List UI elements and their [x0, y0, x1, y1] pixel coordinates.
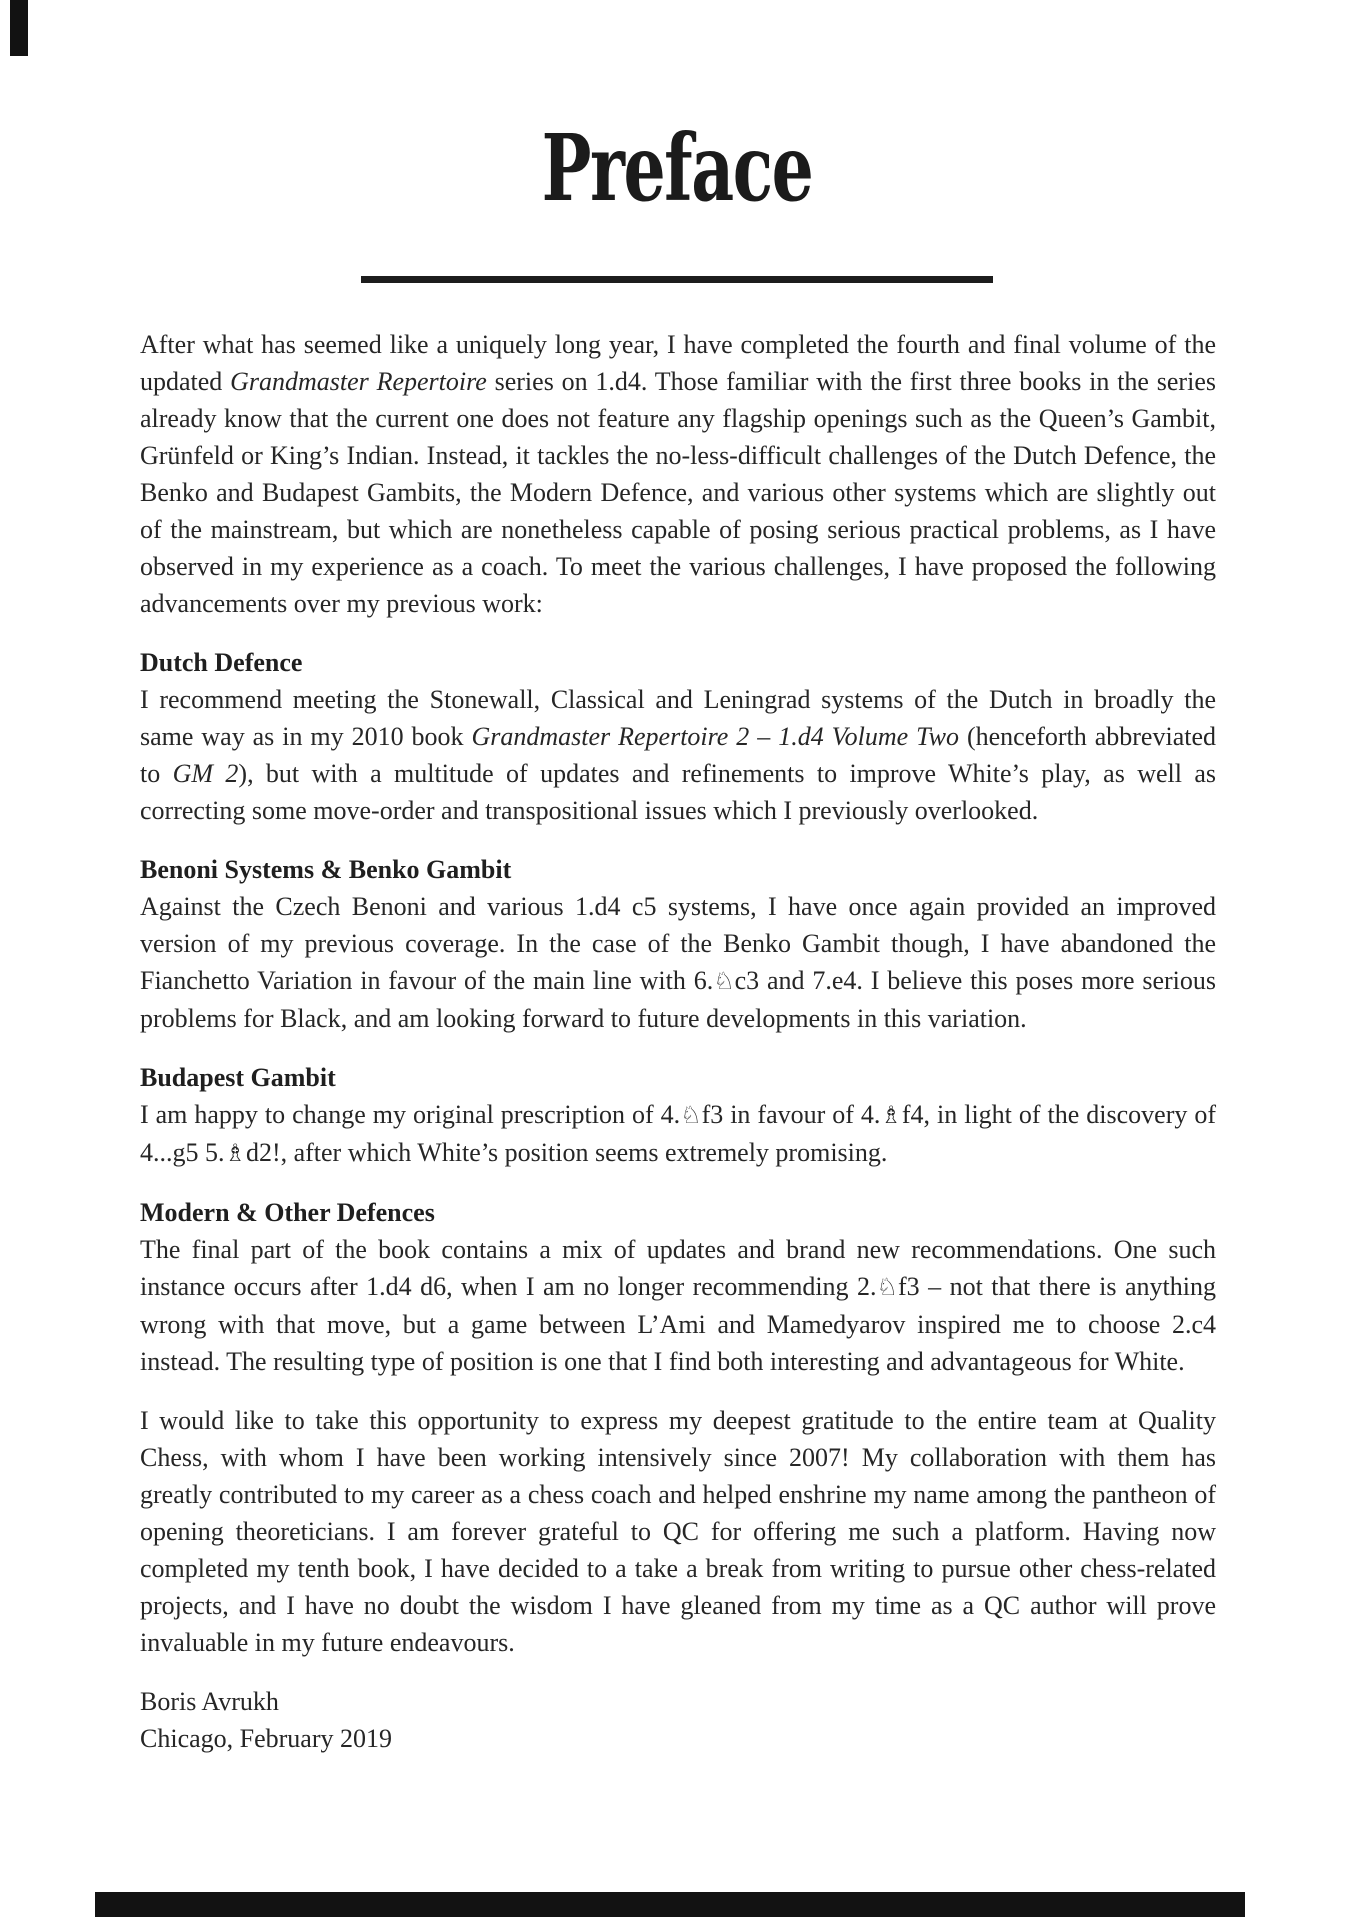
scan-artifact-bottom-bar: [95, 1892, 1245, 1917]
text-run: I would like to take this opportunity to express my deepest gratitude to the entire team at Quality Chess, with whom I have been working intensively since 2007! My collaboration with them has greatly contributed to my career as a chess coach and helped enshrine my name among the pantheon of opening theoreticians. I am forever grateful to QC for offering me such a platform. Having now completed my tenth book, I have decided to a take a break from writing to pursue other chess-related projects, and I have no doubt the wisdom I have gleaned from my time as a QC author will prove invaluable in my future endeavours.: [140, 1406, 1216, 1657]
italic-text-run: Grandmaster Repertoire 2 – 1.d4 Volume Two: [471, 722, 960, 751]
italic-text-run: Grandmaster Repertoire: [230, 367, 487, 396]
chess-figurine-icon: ♘: [876, 1273, 898, 1301]
section-heading: Budapest Gambit: [140, 1063, 336, 1092]
chess-figurine-icon: ♘: [680, 1101, 702, 1129]
text-run: c3 and 7.e4. I believe this poses more serious problems for Black, and am looking forward to future developments in this variation.: [140, 966, 1216, 1033]
text-run: After what has seemed like a uniquely long year, I have completed the fourth and final volume of the updated: [140, 330, 1216, 396]
signature-block: [140, 1683, 1216, 1757]
chess-figurine-icon: ♗: [880, 1101, 902, 1129]
italic-text-run: GM 2: [172, 759, 239, 788]
text-run: f3 in favour of 4.: [701, 1100, 881, 1129]
page-title: Preface: [541, 114, 813, 222]
paragraph: [140, 326, 1216, 622]
text-run: f4, in light of the discovery of 4...g5 5.: [140, 1100, 1216, 1167]
text-run: (henceforth abbreviated to: [140, 722, 1216, 788]
body-content: [140, 326, 1216, 1757]
text-run: I recommend meeting the Stonewall, Classical and Leningrad systems of the Dutch in broadly the same way as in my 2010 book: [140, 685, 1216, 751]
section-heading: Modern & Other Defences: [140, 1198, 435, 1227]
scan-artifact-top-left-bar: [10, 0, 28, 56]
paragraph: [140, 1231, 1216, 1380]
author-name: Boris Avrukh: [140, 1687, 279, 1716]
paragraph: [140, 681, 1216, 829]
section-heading: Benoni Systems & Benko Gambit: [140, 855, 512, 884]
text-run: f3 – not that there is anything wrong with that move, but a game between L’Ami and Mamedyarov inspired me to choose 2.c4 instead. The resulting type of position is one that I find both interesting and advantageous for White.: [140, 1272, 1216, 1376]
text-run: Against the Czech Benoni and various 1.d4 c5 systems, I have once again provided an improved version of my previous coverage. In the case of the Benko Gambit though, I have abandoned the Fianchetto Variation in favour of the main line with 6.: [140, 892, 1216, 995]
text-run: d2!, after which White’s position seems extremely promising.: [245, 1138, 888, 1167]
section-heading: Dutch Defence: [140, 648, 303, 677]
title-underline-rule: [361, 276, 993, 283]
paragraph: [140, 1096, 1216, 1172]
page-title-block: [0, 114, 1354, 222]
paragraph: [140, 888, 1216, 1037]
text-run: I am happy to change my original prescription of 4.: [140, 1100, 681, 1129]
chess-figurine-icon: ♘: [713, 967, 735, 995]
text-run: series on 1.d4. Those familiar with the first three books in the series already know that the current one does not feature any flagship openings such as the Queen’s Gambit, Grünfeld or King’s Indian. Instead, it tackles the no-less-difficult challenges of the Dutch Defence, the Benko and Budapest Gambits, the Modern Defence, and various other systems which are slightly out of the mainstream, but which are nonetheless capable of posing serious practical problems, as I have observed in my experience as a coach. To meet the various challenges, I have proposed the following advancements over my previous work:: [140, 367, 1216, 618]
text-run: The final part of the book contains a mix of updates and brand new recommendations. One such instance occurs after 1.d4 d6, when I am no longer recommending 2.: [140, 1235, 1216, 1301]
chess-figurine-icon: ♗: [224, 1139, 246, 1167]
place-and-date: Chicago, February 2019: [140, 1724, 393, 1753]
paragraph: [140, 1402, 1216, 1661]
text-run: ), but with a multitude of updates and refinements to improve White’s play, as well as correcting some move-order and transpositional issues which I previously overlooked.: [140, 759, 1216, 825]
